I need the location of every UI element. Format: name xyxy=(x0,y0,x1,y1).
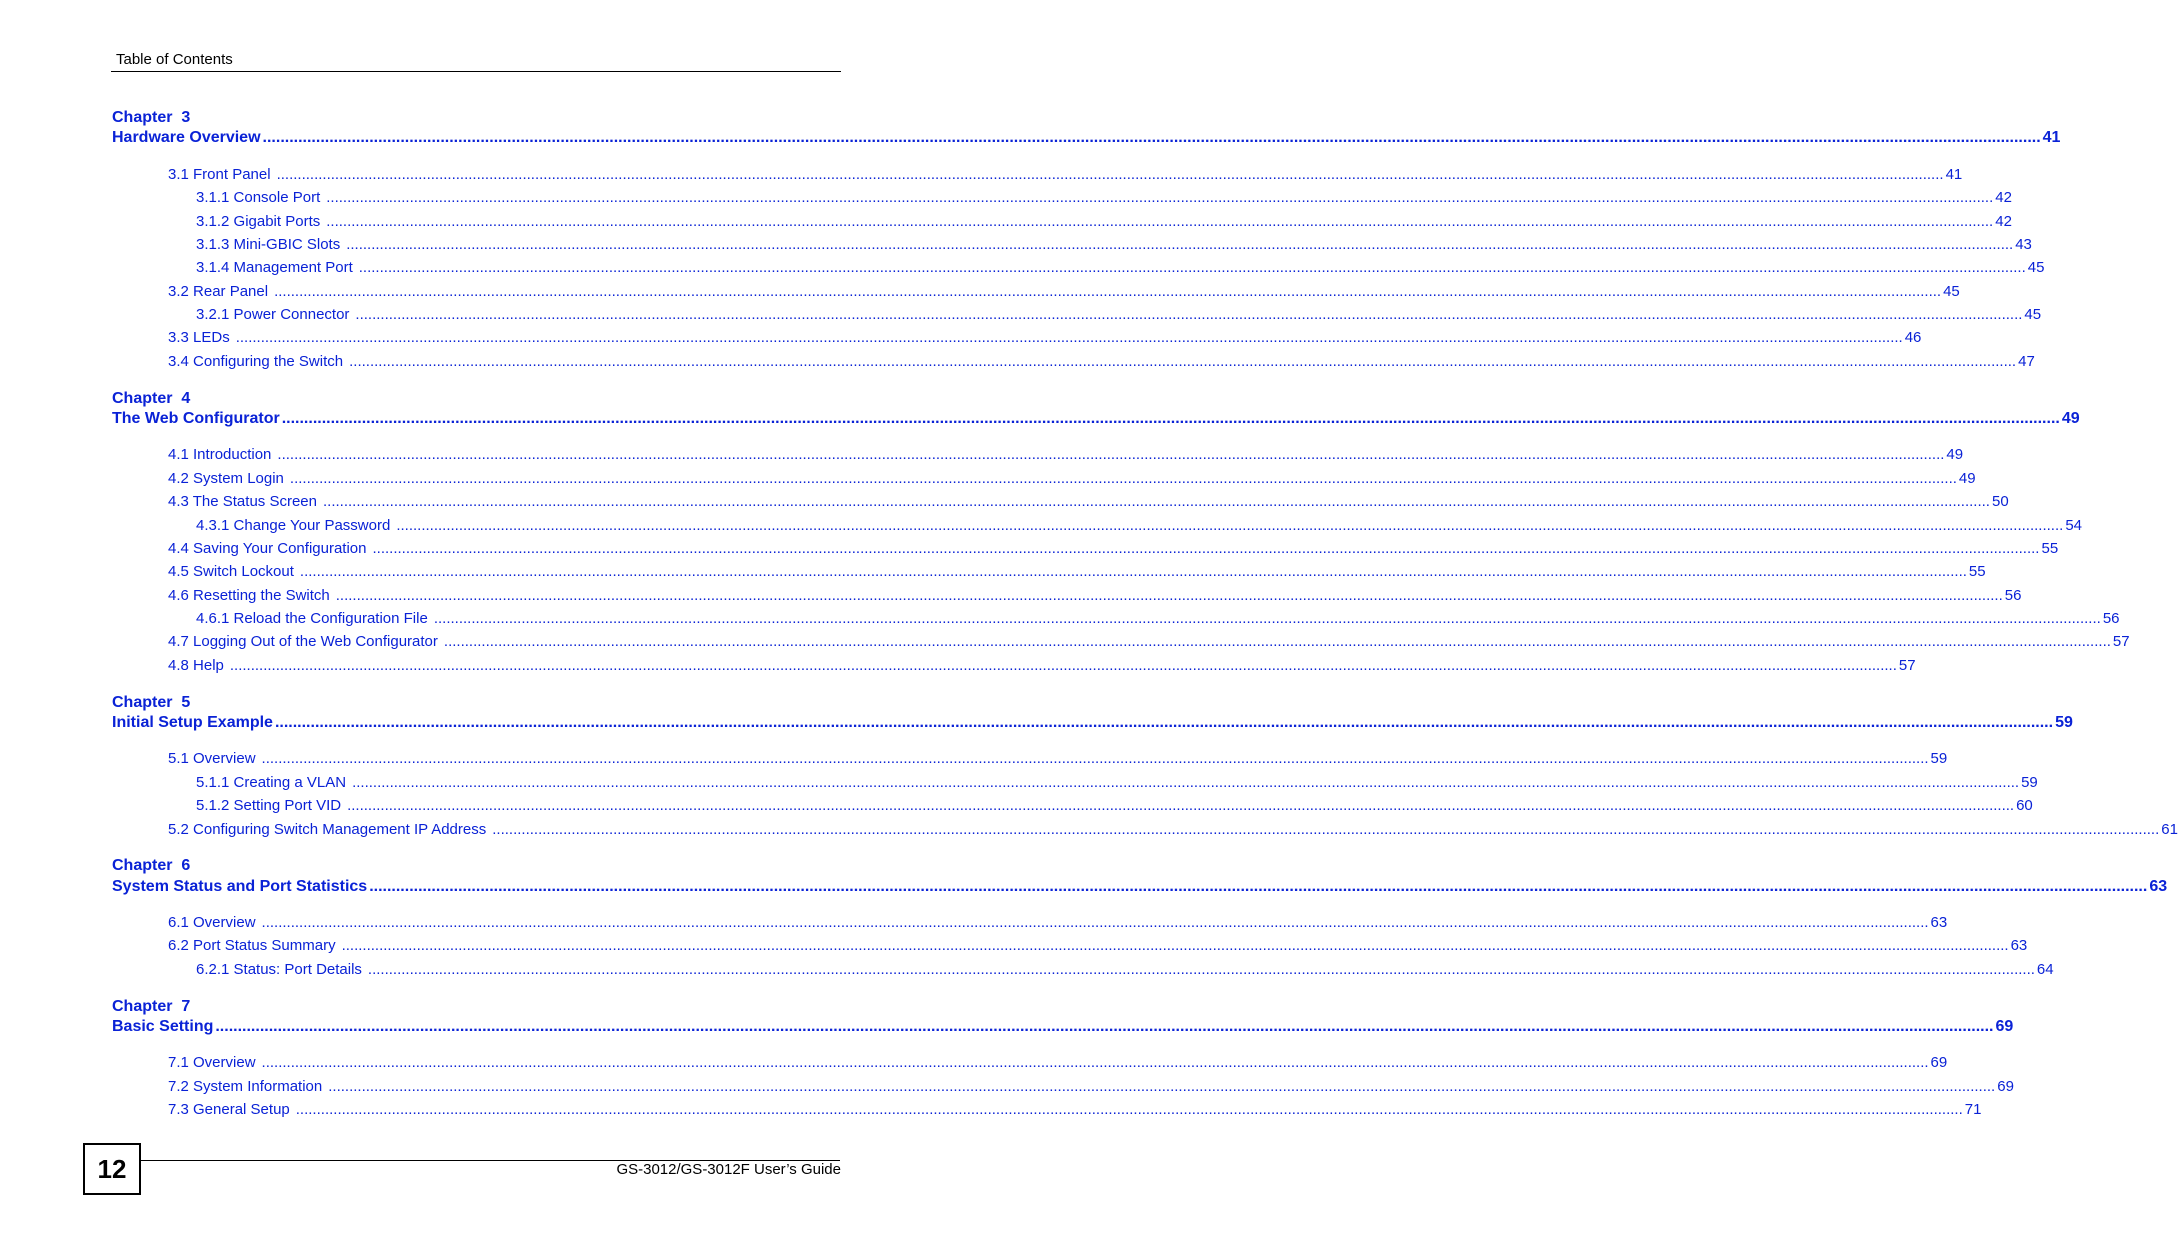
chapter-title[interactable]: Hardware Overview xyxy=(112,129,261,146)
chapter-title[interactable]: Basic Setting xyxy=(112,1018,214,1035)
toc-section-entry[interactable] xyxy=(168,821,2178,839)
chapter-page-number: 49 xyxy=(2061,410,2080,427)
entry-title[interactable]: 4.4 Saving Your Configuration xyxy=(168,540,367,557)
dot-leader: ................................................................................................................................................................................................................................................................................................................................................................................................................ xyxy=(369,878,2148,895)
dot-leader: ................................................................................................................................................................................................................................................................................................................................................................................................................ xyxy=(326,213,1994,230)
toc-subsection-entry[interactable] xyxy=(196,189,2012,207)
toc-subsection-entry[interactable] xyxy=(196,517,2082,535)
chapter-label[interactable]: Chapter 6 xyxy=(112,857,191,874)
entry-page-number: 57 xyxy=(2112,633,2130,650)
dot-leader: ................................................................................................................................................................................................................................................................................................................................................................................................................ xyxy=(358,259,2026,276)
chapter-label[interactable]: Chapter 5 xyxy=(112,694,191,711)
entry-title[interactable]: 4.3.1 Change Your Password xyxy=(196,517,391,534)
entry-page-number: 63 xyxy=(1930,914,1948,931)
entry-title[interactable]: 7.3 General Setup xyxy=(168,1101,290,1118)
dot-leader: ................................................................................................................................................................................................................................................................................................................................................................................................................ xyxy=(299,563,1967,580)
entry-title[interactable]: 4.6 Resetting the Switch xyxy=(168,587,330,604)
entry-page-number: 56 xyxy=(2004,587,2022,604)
chapter-title[interactable]: System Status and Port Statistics xyxy=(112,878,368,895)
entry-title[interactable]: 5.1.2 Setting Port VID xyxy=(196,797,342,814)
toc-subsection-entry[interactable] xyxy=(196,774,2038,792)
entry-title[interactable]: 6.2 Port Status Summary xyxy=(168,937,336,954)
dot-leader: ................................................................................................................................................................................................................................................................................................................................................................................................................ xyxy=(443,633,2111,650)
chapter-page-number: 59 xyxy=(2055,714,2073,731)
chapter-title-entry[interactable] xyxy=(112,877,2168,897)
chapter-page-number: 69 xyxy=(1995,1018,2014,1035)
entry-page-number: 56 xyxy=(2102,610,2120,627)
chapter-title-entry[interactable] xyxy=(112,128,2061,148)
dot-leader: ................................................................................................................................................................................................................................................................................................................................................................................................................ xyxy=(276,166,1944,183)
toc-section-entry[interactable] xyxy=(168,1054,1948,1072)
toc-section-entry[interactable] xyxy=(168,329,1922,347)
entry-page-number: 45 xyxy=(1943,283,1960,300)
dot-leader: ................................................................................................................................................................................................................................................................................................................................................................................................................ xyxy=(355,306,2023,323)
entry-page-number: 45 xyxy=(2027,259,2045,276)
dot-leader: ................................................................................................................................................................................................................................................................................................................................................................................................................ xyxy=(235,329,1903,346)
chapter-label[interactable]: Chapter 3 xyxy=(112,109,191,126)
toc-section-entry[interactable] xyxy=(168,493,2009,511)
entry-page-number: 49 xyxy=(1958,470,1976,487)
toc-section-entry[interactable] xyxy=(168,657,1916,675)
chapter-title-entry[interactable] xyxy=(112,1017,2014,1037)
toc-section-entry[interactable] xyxy=(168,283,1960,301)
toc-section-entry[interactable] xyxy=(168,166,1963,184)
chapter-page-number: 63 xyxy=(2149,878,2168,895)
entry-page-number: 41 xyxy=(1945,166,1963,183)
entry-page-number: 69 xyxy=(1997,1078,2014,1095)
dot-leader: ................................................................................................................................................................................................................................................................................................................................................................................................................ xyxy=(295,1101,1963,1118)
dot-leader: ................................................................................................................................................................................................................................................................................................................................................................................................................ xyxy=(277,446,1945,463)
dot-leader: ................................................................................................................................................................................................................................................................................................................................................................................................................ xyxy=(289,470,1957,487)
entry-page-number: 59 xyxy=(1930,750,1948,767)
chapter-title[interactable]: The Web Configurator xyxy=(112,410,280,427)
toc-section-entry[interactable] xyxy=(168,470,1976,488)
entry-title[interactable]: 3.2.1 Power Connector xyxy=(196,306,350,323)
entry-page-number: 57 xyxy=(1898,657,1916,674)
chapter-title[interactable]: Initial Setup Example xyxy=(112,714,273,731)
dot-leader: ................................................................................................................................................................................................................................................................................................................................................................................................................ xyxy=(367,961,2035,978)
entry-page-number: 69 xyxy=(1930,1054,1948,1071)
entry-title[interactable]: 4.8 Help xyxy=(168,657,224,674)
dot-leader: ................................................................................................................................................................................................................................................................................................................................................................................................................ xyxy=(352,774,2020,791)
entry-page-number: 43 xyxy=(2015,236,2032,253)
entry-title[interactable]: 5.1 Overview xyxy=(168,750,256,767)
entry-page-number: 55 xyxy=(2041,540,2059,557)
entry-title[interactable]: 3.4 Configuring the Switch xyxy=(168,353,344,370)
entry-page-number: 42 xyxy=(1995,189,2012,206)
dot-leader: ................................................................................................................................................................................................................................................................................................................................................................................................................ xyxy=(346,236,2014,253)
dot-leader: ................................................................................................................................................................................................................................................................................................................................................................................................................ xyxy=(274,283,1942,300)
dot-leader: ................................................................................................................................................................................................................................................................................................................................................................................................................ xyxy=(261,750,1929,767)
entry-title[interactable]: 3.1.2 Gigabit Ports xyxy=(196,213,321,230)
entry-page-number: 64 xyxy=(2036,961,2054,978)
dot-leader: ................................................................................................................................................................................................................................................................................................................................................................................................................ xyxy=(396,517,2064,534)
toc-subsection-entry[interactable] xyxy=(196,236,2032,254)
toc-section-entry[interactable] xyxy=(168,914,1948,932)
running-header: Table of Contents xyxy=(116,51,233,68)
toc-subsection-entry[interactable] xyxy=(196,961,2054,979)
entry-page-number: 55 xyxy=(1968,563,1986,580)
page-number: 12 xyxy=(83,1143,141,1195)
dot-leader: ................................................................................................................................................................................................................................................................................................................................................................................................................ xyxy=(341,937,2009,954)
entry-page-number: 54 xyxy=(2065,517,2082,534)
toc-section-entry[interactable] xyxy=(168,353,2035,371)
dot-leader: ................................................................................................................................................................................................................................................................................................................................................................................................................ xyxy=(433,610,2101,627)
entry-title[interactable]: 3.1.3 Mini-GBIC Slots xyxy=(196,236,341,253)
dot-leader: ................................................................................................................................................................................................................................................................................................................................................................................................................ xyxy=(322,493,1990,510)
entry-page-number: 45 xyxy=(2024,306,2042,323)
entry-title[interactable]: 3.2 Rear Panel xyxy=(168,283,269,300)
dot-leader: ................................................................................................................................................................................................................................................................................................................................................................................................................ xyxy=(281,410,2060,427)
dot-leader: ................................................................................................................................................................................................................................................................................................................................................................................................................ xyxy=(349,353,2017,370)
entry-page-number: 61 xyxy=(2161,821,2178,838)
toc-section-entry[interactable] xyxy=(168,750,1948,768)
toc-section-entry[interactable] xyxy=(168,1078,2014,1096)
entry-page-number: 49 xyxy=(1946,446,1964,463)
toc-section-entry[interactable] xyxy=(168,937,2028,955)
entry-page-number: 63 xyxy=(2010,937,2028,954)
entry-title[interactable]: 4.3 The Status Screen xyxy=(168,493,317,510)
chapter-label[interactable]: Chapter 7 xyxy=(112,998,191,1015)
entry-page-number: 60 xyxy=(2016,797,2033,814)
entry-title[interactable]: 4.5 Switch Lockout xyxy=(168,563,294,580)
entry-title[interactable]: 7.2 System Information xyxy=(168,1078,323,1095)
entry-page-number: 47 xyxy=(2018,353,2035,370)
entry-title[interactable]: 5.1.1 Creating a VLAN xyxy=(196,774,347,791)
chapter-page-number: 41 xyxy=(2042,129,2061,146)
dot-leader: ................................................................................................................................................................................................................................................................................................................................................................................................................ xyxy=(326,189,1994,206)
toc-subsection-entry[interactable] xyxy=(196,213,2012,231)
toc-section-entry[interactable] xyxy=(168,563,1986,581)
dot-leader: ................................................................................................................................................................................................................................................................................................................................................................................................................ xyxy=(261,1054,1929,1071)
dot-leader: ................................................................................................................................................................................................................................................................................................................................................................................................................ xyxy=(372,540,2040,557)
dot-leader: ................................................................................................................................................................................................................................................................................................................................................................................................................ xyxy=(347,797,2015,814)
toc-section-entry[interactable] xyxy=(168,446,1964,464)
toc-section-entry[interactable] xyxy=(168,540,2059,558)
chapter-title-entry[interactable] xyxy=(112,409,2080,429)
toc-subsection-entry[interactable] xyxy=(196,797,2033,815)
entry-page-number: 42 xyxy=(1995,213,2012,230)
entry-page-number: 59 xyxy=(2021,774,2038,791)
entry-title[interactable]: 5.2 Configuring Switch Management IP Address xyxy=(168,821,487,838)
toc-subsection-entry[interactable] xyxy=(196,610,2120,628)
guide-title: GS-3012/GS-3012F User’s Guide xyxy=(616,1161,841,1178)
dot-leader: ................................................................................................................................................................................................................................................................................................................................................................................................................ xyxy=(262,129,2041,146)
entry-title[interactable]: 6.1 Overview xyxy=(168,914,256,931)
toc-subsection-entry[interactable] xyxy=(196,306,2042,324)
entry-title[interactable]: 4.6.1 Reload the Configuration File xyxy=(196,610,428,627)
chapter-label[interactable]: Chapter 4 xyxy=(112,390,191,407)
toc-subsection-entry[interactable] xyxy=(196,259,2045,277)
entry-page-number: 46 xyxy=(1904,329,1922,346)
entry-title[interactable]: 4.2 System Login xyxy=(168,470,284,487)
entry-title[interactable]: 3.1.1 Console Port xyxy=(196,189,321,206)
dot-leader: ................................................................................................................................................................................................................................................................................................................................................................................................................ xyxy=(274,714,2054,731)
dot-leader: ................................................................................................................................................................................................................................................................................................................................................................................................................ xyxy=(492,821,2160,838)
entry-page-number: 50 xyxy=(1991,493,2009,510)
entry-title[interactable]: 4.7 Logging Out of the Web Configurator xyxy=(168,633,438,650)
entry-title[interactable]: 3.3 LEDs xyxy=(168,329,230,346)
dot-leader: ................................................................................................................................................................................................................................................................................................................................................................................................................ xyxy=(215,1018,1994,1035)
dot-leader: ................................................................................................................................................................................................................................................................................................................................................................................................................ xyxy=(328,1078,1996,1095)
entry-title[interactable]: 7.1 Overview xyxy=(168,1054,256,1071)
toc-section-entry[interactable] xyxy=(168,1101,1982,1119)
dot-leader: ................................................................................................................................................................................................................................................................................................................................................................................................................ xyxy=(229,657,1897,674)
chapter-title-entry[interactable] xyxy=(112,713,2073,733)
toc-section-entry[interactable] xyxy=(168,587,2022,605)
entry-title[interactable]: 4.1 Introduction xyxy=(168,446,272,463)
dot-leader: ................................................................................................................................................................................................................................................................................................................................................................................................................ xyxy=(261,914,1929,931)
entry-title[interactable]: 3.1.4 Management Port xyxy=(196,259,353,276)
toc-section-entry[interactable] xyxy=(168,633,2130,651)
dot-leader: ................................................................................................................................................................................................................................................................................................................................................................................................................ xyxy=(335,587,2003,604)
entry-page-number: 71 xyxy=(1964,1101,1982,1118)
entry-title[interactable]: 3.1 Front Panel xyxy=(168,166,271,183)
entry-title[interactable]: 6.2.1 Status: Port Details xyxy=(196,961,362,978)
